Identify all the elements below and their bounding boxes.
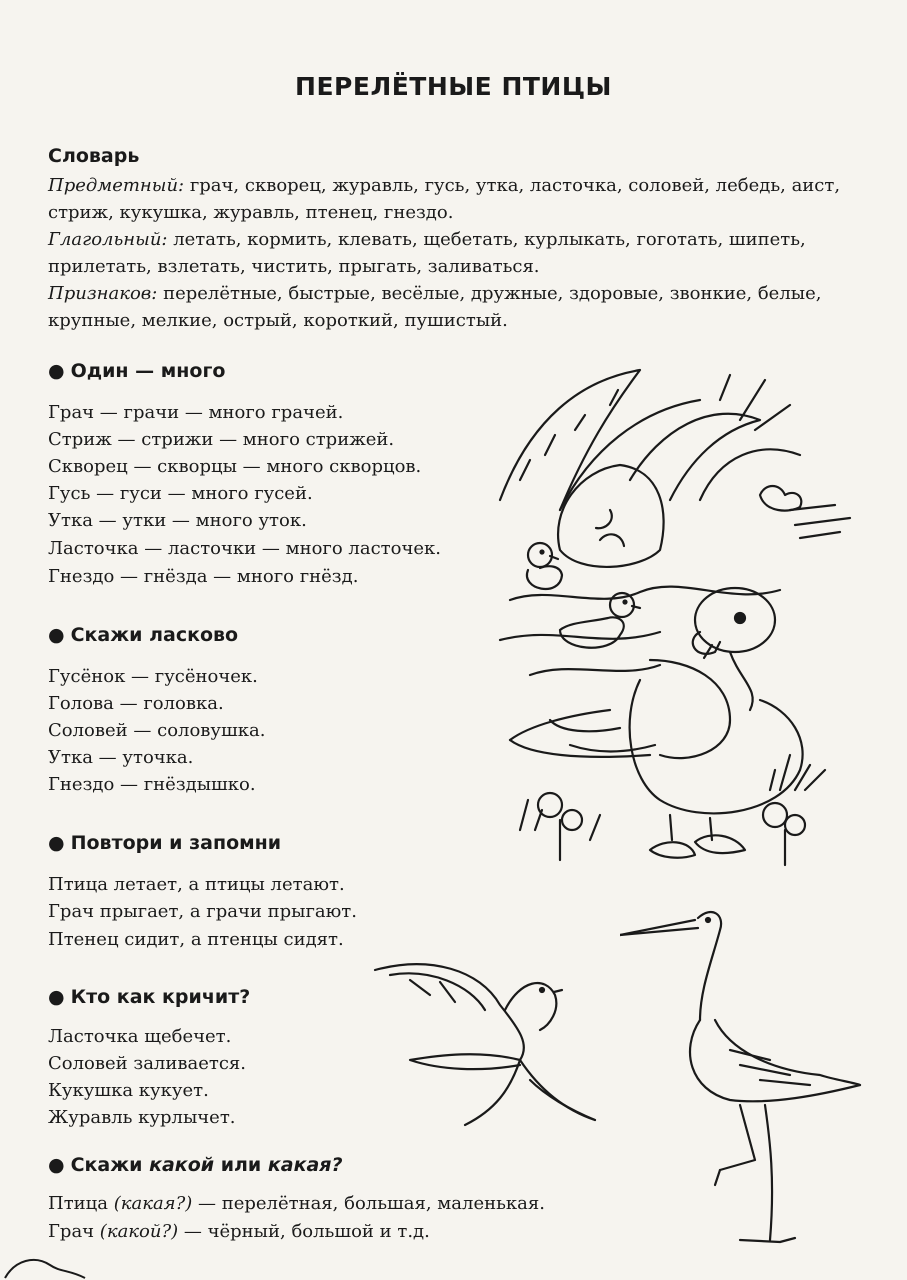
list-item: Гусёнок — гусёночек. bbox=[48, 666, 258, 687]
list-item: Кукушка кукует. bbox=[48, 1080, 209, 1101]
bullet-icon: ● bbox=[48, 1154, 65, 1176]
repeat-heading-text: Повтори и запомни bbox=[70, 832, 282, 854]
which-heading-d: какая? bbox=[267, 1154, 343, 1176]
attr-label: Признаков: bbox=[48, 283, 158, 304]
verb-text: летать, кормить, клевать, щебетать, курлыкать, гоготать, шипеть, прилетать, взлетать, чистить, прыгать, заливаться. bbox=[48, 229, 806, 277]
attr-text: перелётные, быстрые, весёлые, дружные, здоровые, звонкие, белые, крупные, мелкие, острый, короткий, пушистый. bbox=[48, 283, 822, 331]
subject-label: Предметный: bbox=[48, 175, 185, 196]
who-cries-heading bbox=[48, 986, 250, 1008]
list-item: Грач прыгает, а грачи прыгают. bbox=[48, 901, 357, 922]
list-item: Гусь — гуси — много гусей. bbox=[48, 483, 313, 504]
which-line1-a: Птица bbox=[48, 1193, 114, 1214]
list-item: Гнездо — гнёзда — много гнёзд. bbox=[48, 566, 359, 587]
list-item: Скворец — скворцы — много скворцов. bbox=[48, 456, 422, 477]
bullet-icon: ● bbox=[48, 986, 65, 1008]
which-heading-b: какой bbox=[149, 1154, 215, 1176]
which-heading bbox=[48, 1154, 343, 1176]
goose-illustration bbox=[490, 360, 860, 880]
page-title: ПЕРЕЛЁТНЫЕ ПТИЦЫ bbox=[295, 72, 612, 101]
list-item: Соловей — соловушка. bbox=[48, 720, 266, 741]
verb-label: Глагольный: bbox=[48, 229, 168, 250]
corner-ornament-icon bbox=[0, 1250, 90, 1280]
bullet-icon: ● bbox=[48, 832, 65, 854]
subject-text: грач, скворец, журавль, гусь, утка, ласточка, соловей, лебедь, аист, стриж, кукушка, журавль, птенец, гнездо. bbox=[48, 175, 841, 223]
list-item: Ласточка — ласточки — много ласточек. bbox=[48, 538, 441, 559]
who-cries-heading-text: Кто как кричит? bbox=[70, 986, 251, 1008]
dictionary-verb bbox=[48, 226, 868, 280]
which-line-1 bbox=[48, 1193, 545, 1214]
repeat-heading bbox=[48, 832, 281, 854]
list-item: Ласточка щебечет. bbox=[48, 1026, 232, 1047]
list-item: Журавль курлычет. bbox=[48, 1107, 236, 1128]
stork-illustration bbox=[620, 900, 870, 1250]
list-item: Птица летает, а птицы летают. bbox=[48, 874, 345, 895]
bullet-icon: ● bbox=[48, 624, 65, 646]
list-item: Голова — головка. bbox=[48, 693, 224, 714]
which-line2-b: (какой?) bbox=[99, 1221, 179, 1242]
which-heading-c: или bbox=[214, 1154, 268, 1176]
one-many-heading bbox=[48, 360, 225, 382]
bullet-icon: ● bbox=[48, 360, 65, 382]
list-item: Гнездо — гнёздышко. bbox=[48, 774, 256, 795]
list-item: Стриж — стрижи — много стрижей. bbox=[48, 429, 395, 450]
dictionary-attributes bbox=[48, 280, 868, 334]
list-item: Птенец сидит, а птенцы сидят. bbox=[48, 929, 344, 950]
swallow-illustration bbox=[370, 950, 610, 1140]
which-line-2 bbox=[48, 1221, 430, 1242]
which-heading-a: Скажи bbox=[70, 1154, 150, 1176]
dictionary-subject bbox=[48, 172, 868, 226]
affection-heading bbox=[48, 624, 238, 646]
list-item: Утка — утки — много уток. bbox=[48, 510, 307, 531]
which-line1-b: (какая?) bbox=[113, 1193, 193, 1214]
list-item: Соловей заливается. bbox=[48, 1053, 246, 1074]
which-line2-c: — чёрный, большой и т.д. bbox=[178, 1221, 430, 1242]
dictionary-heading: Словарь bbox=[48, 145, 140, 167]
affection-heading-text: Скажи ласково bbox=[70, 624, 239, 646]
list-item: Утка — уточка. bbox=[48, 747, 194, 768]
which-line1-c: — перелётная, большая, маленькая. bbox=[192, 1193, 545, 1214]
list-item: Грач — грачи — много грачей. bbox=[48, 402, 344, 423]
which-line2-a: Грач bbox=[48, 1221, 100, 1242]
one-many-heading-text: Один — много bbox=[70, 360, 226, 382]
